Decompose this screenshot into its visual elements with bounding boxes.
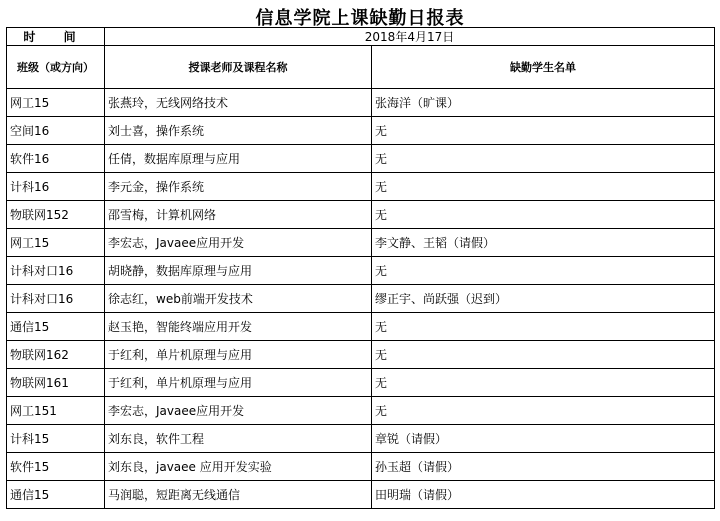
table-row [7,229,715,257]
cell-class: 计科对口16 [7,257,105,285]
cell-class: 网工151 [7,397,105,425]
cell-teacher-course: 任倩，数据库原理与应用 [105,145,372,173]
cell-absent: 无 [372,313,715,341]
cell-teacher-course: 邵雪梅，计算机网络 [105,201,372,229]
table-row [7,369,715,397]
cell-absent: 无 [372,369,715,397]
cell-class: 物联网162 [7,341,105,369]
cell-class: 物联网152 [7,201,105,229]
time-label: 时 间 [7,28,105,46]
cell-teacher-course: 徐志红，web前端开发技术 [105,285,372,313]
cell-teacher-course: 李宏志，Javaee应用开发 [105,229,372,257]
table-row [7,257,715,285]
cell-class: 软件16 [7,145,105,173]
cell-absent: 无 [372,257,715,285]
cell-teacher-course: 于红利，单片机原理与应用 [105,341,372,369]
cell-absent: 无 [372,201,715,229]
table-row [7,145,715,173]
cell-teacher-course: 胡晓静，数据库原理与应用 [105,257,372,285]
header-absent: 缺勤学生名单 [372,46,715,89]
table-row [7,397,715,425]
table-row [7,481,715,509]
table-row [7,201,715,229]
table-row [7,341,715,369]
cell-class: 通信15 [7,481,105,509]
cell-teacher-course: 马润聪，短距离无线通信 [105,481,372,509]
table-row [7,117,715,145]
cell-absent: 无 [372,341,715,369]
header-class: 班级（或方向） [7,46,105,89]
table-row [7,173,715,201]
table-row [7,89,715,117]
cell-class: 计科对口16 [7,285,105,313]
cell-absent: 缪正宇、尚跃强（迟到） [372,285,715,313]
cell-class: 通信15 [7,313,105,341]
table-row [7,313,715,341]
cell-class: 网工15 [7,89,105,117]
cell-teacher-course: 刘东良，javaee 应用开发实验 [105,453,372,481]
header-teacher-course: 授课老师及课程名称 [105,46,372,89]
report-date: 2018年4月17日 [105,28,715,46]
table-row [7,453,715,481]
cell-class: 计科15 [7,425,105,453]
report-title: 信息学院上课缺勤日报表 [255,8,465,29]
cell-teacher-course: 刘士喜，操作系统 [105,117,372,145]
cell-class: 软件15 [7,453,105,481]
cell-teacher-course: 刘东良，软件工程 [105,425,372,453]
table-row [7,285,715,313]
cell-absent: 无 [372,145,715,173]
cell-absent: 田明瑞（请假） [372,481,715,509]
cell-absent: 无 [372,173,715,201]
cell-teacher-course: 李宏志，Javaee应用开发 [105,397,372,425]
cell-absent: 孙玉超（请假） [372,453,715,481]
table-row [7,425,715,453]
cell-class: 网工15 [7,229,105,257]
cell-class: 计科16 [7,173,105,201]
cell-absent: 张海洋（旷课） [372,89,715,117]
cell-teacher-course: 李元金，操作系统 [105,173,372,201]
header-row [7,46,715,89]
cell-teacher-course: 于红利，单片机原理与应用 [105,369,372,397]
cell-class: 空间16 [7,117,105,145]
cell-absent: 无 [372,397,715,425]
cell-absent: 李文静、王韬（请假） [372,229,715,257]
cell-teacher-course: 张燕玲，无线网络技术 [105,89,372,117]
cell-teacher-course: 赵玉艳，智能终端应用开发 [105,313,372,341]
cell-absent: 章锐（请假） [372,425,715,453]
time-row [7,28,715,46]
cell-absent: 无 [372,117,715,145]
absence-table [6,27,715,509]
cell-class: 物联网161 [7,369,105,397]
